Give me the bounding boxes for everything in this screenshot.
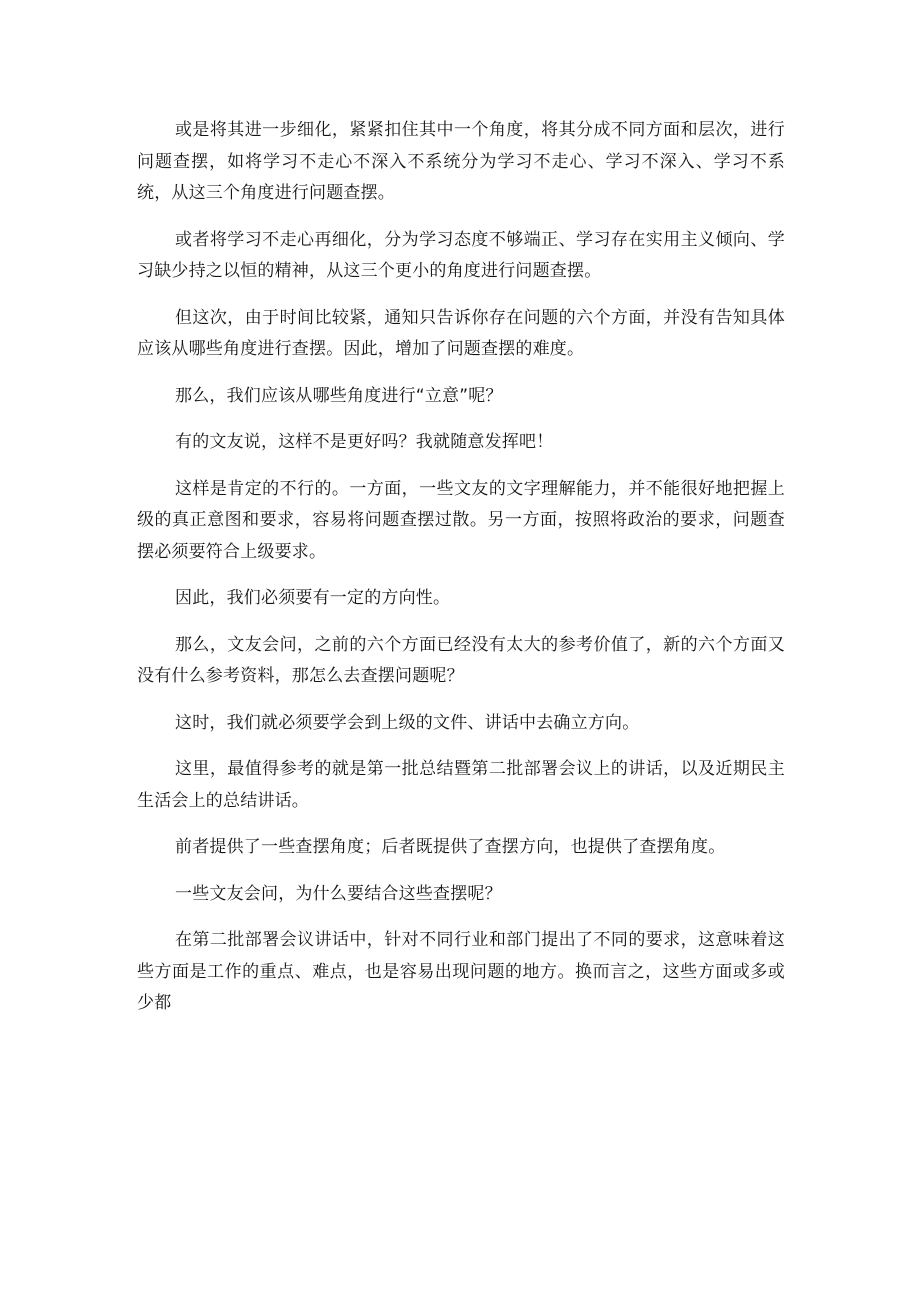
paragraph-2: 或者将学习不走心再细化，分为学习态度不够端正、学习存在实用主义倾向、学习缺少持之以恒的精神，从这三个更小的角度进行问题查摆。 bbox=[137, 229, 785, 281]
paragraph-7: 因此，我们必须要有一定的方向性。 bbox=[175, 588, 451, 608]
paragraph-1: 或是将其进一步细化，紧紧扣住其中一个角度，将其分成不同方面和层次，进行问题查摆，如将学习不走心不深入不系统分为学习不走心、学习不深入、学习不系统，从这三个角度进行问题查摆。 bbox=[137, 120, 785, 203]
paragraph-6: 这样是肯定的不行的。一方面，一些文友的文字理解能力，并不能很好地把握上级的真正意图和要求，容易将问题查摆过散。另一方面，按照将政治的要求，问题查摆必须要符合上级要求。 bbox=[137, 478, 785, 562]
paragraph-10: 这里，最值得参考的就是第一批总结暨第二批部署会议上的讲话，以及近期民主生活会上的总结讲话。 bbox=[137, 759, 785, 811]
paragraph-5: 有的文友说，这样不是更好吗？我就随意发挥吧！ bbox=[175, 432, 554, 452]
paragraph-9: 这时，我们就必须要学会到上级的文件、讲话中去确立方向。 bbox=[175, 712, 640, 733]
document-body bbox=[137, 115, 785, 1035]
paragraph-11: 前者提供了一些查摆角度；后者既提供了查摆方向，也提供了查摆角度。 bbox=[175, 837, 726, 857]
paragraph-12: 一些文友会问，为什么要结合这些查摆呢？ bbox=[175, 883, 502, 904]
paragraph-4: 那么，我们应该从哪些角度进行“立意”呢？ bbox=[175, 385, 503, 406]
paragraph-8: 那么，文友会问，之前的六个方面已经没有太大的参考价值了，新的六个方面又没有什么参考资料，那怎么去查摆问题呢？ bbox=[137, 634, 785, 686]
paragraph-13: 在第二批部署会议讲话中，针对不同行业和部门提出了不同的要求，这意味着这些方面是工作的重点、难点，也是容易出现问题的地方。换而言之，这些方面或多或少都 bbox=[137, 930, 785, 1013]
paragraph-3: 但这次，由于时间比较紧，通知只告诉你存在问题的六个方面，并没有告知具体应该从哪些角度进行查摆。因此，增加了问题查摆的难度。 bbox=[137, 307, 785, 359]
